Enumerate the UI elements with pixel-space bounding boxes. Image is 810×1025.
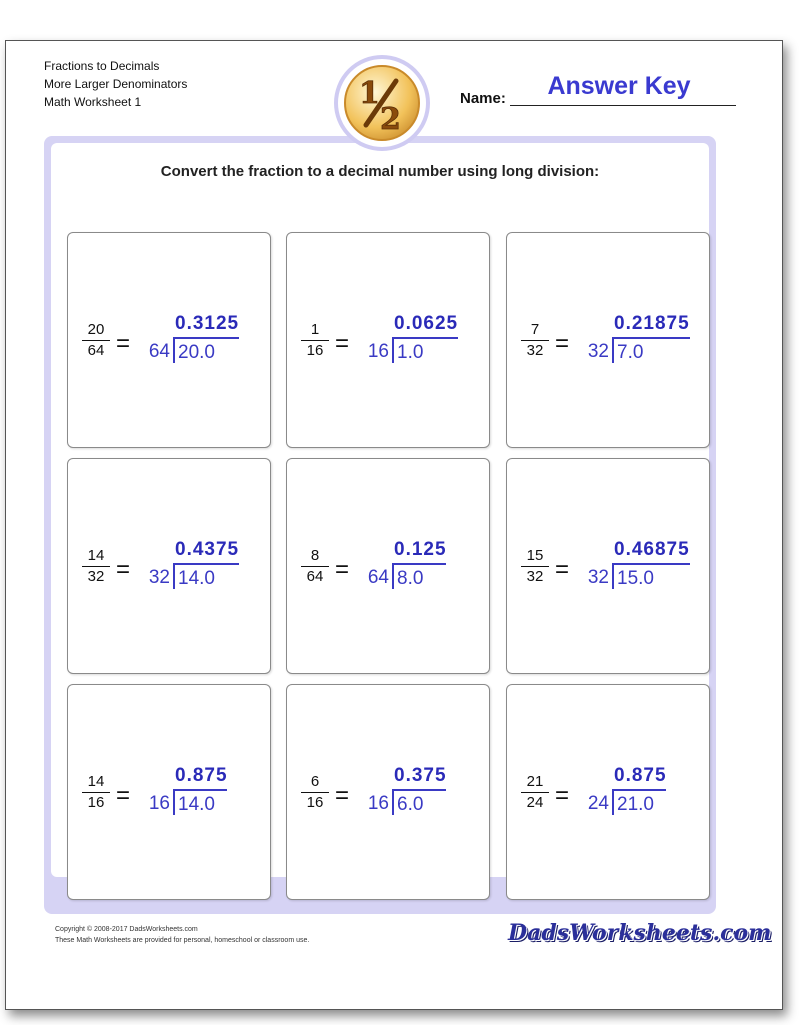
divisor: 64 bbox=[367, 567, 389, 588]
numerator: 14 bbox=[87, 547, 105, 564]
dividend: 7.0 bbox=[612, 337, 690, 363]
denominator: 64 bbox=[306, 568, 324, 585]
fraction-bar bbox=[521, 340, 549, 341]
usage-note: These Math Worksheets are provided for personal, homeschool or classroom use. bbox=[55, 937, 310, 944]
one-half-icon bbox=[334, 55, 430, 151]
quotient: 0.4375 bbox=[175, 539, 240, 560]
dividend: 6.0 bbox=[392, 789, 446, 815]
divisor: 32 bbox=[587, 341, 609, 362]
fraction bbox=[82, 547, 110, 586]
denominator: 32 bbox=[526, 568, 544, 585]
title-line-1: Fractions to Decimals bbox=[44, 59, 160, 73]
divisor: 16 bbox=[367, 793, 389, 814]
dadsworksheets-logo: DadsWorksheets.com bbox=[508, 920, 772, 946]
quotient: 0.46875 bbox=[614, 539, 690, 560]
numerator: 6 bbox=[310, 773, 320, 790]
equals-sign: = bbox=[116, 556, 131, 583]
fraction-bar bbox=[521, 566, 549, 567]
divisor: 64 bbox=[148, 341, 170, 362]
fraction-bar bbox=[301, 792, 329, 793]
fraction bbox=[521, 547, 549, 586]
answer-key-text: Answer Key bbox=[547, 72, 691, 100]
dividend: 8.0 bbox=[392, 563, 446, 589]
problem-card bbox=[506, 684, 710, 900]
equals-sign: = bbox=[335, 556, 350, 583]
fraction bbox=[82, 773, 110, 812]
problem-card bbox=[67, 458, 271, 674]
equals-sign: = bbox=[116, 782, 131, 809]
dividend: 14.0 bbox=[173, 563, 239, 589]
divisor: 24 bbox=[587, 793, 609, 814]
fraction bbox=[301, 547, 329, 586]
denominator: 32 bbox=[526, 342, 544, 359]
title-line-3: Math Worksheet 1 bbox=[44, 95, 142, 109]
svg-text:2: 2 bbox=[380, 102, 401, 137]
dividend: 14.0 bbox=[173, 789, 227, 815]
footer-text bbox=[55, 924, 309, 946]
numerator: 8 bbox=[310, 547, 320, 564]
dividend: 15.0 bbox=[612, 563, 690, 589]
dividend: 20.0 bbox=[173, 337, 239, 363]
denominator: 32 bbox=[87, 568, 105, 585]
fraction bbox=[301, 773, 329, 812]
fraction bbox=[521, 773, 549, 812]
fraction-bar bbox=[82, 566, 110, 567]
name-line bbox=[510, 105, 736, 106]
fraction-bar bbox=[301, 340, 329, 341]
equals-sign: = bbox=[555, 556, 570, 583]
quotient: 0.375 bbox=[394, 765, 447, 786]
fraction-bar bbox=[301, 566, 329, 567]
quotient: 0.3125 bbox=[175, 313, 240, 334]
quotient: 0.21875 bbox=[614, 313, 690, 334]
denominator: 16 bbox=[306, 342, 324, 359]
numerator: 15 bbox=[526, 547, 544, 564]
quotient: 0.875 bbox=[614, 765, 667, 786]
fraction-bar bbox=[82, 792, 110, 793]
problem-card bbox=[67, 232, 271, 448]
numerator: 20 bbox=[87, 321, 105, 338]
denominator: 24 bbox=[526, 794, 544, 811]
problem-card bbox=[506, 458, 710, 674]
dividend: 1.0 bbox=[392, 337, 458, 363]
equals-sign: = bbox=[335, 782, 350, 809]
problem-card bbox=[286, 458, 490, 674]
denominator: 64 bbox=[87, 342, 105, 359]
name-label: Name: bbox=[460, 90, 506, 107]
equals-sign: = bbox=[335, 330, 350, 357]
problem-card bbox=[286, 232, 490, 448]
numerator: 7 bbox=[530, 321, 540, 338]
title-line-2: More Larger Denominators bbox=[44, 77, 188, 91]
divisor: 32 bbox=[148, 567, 170, 588]
problem-card bbox=[286, 684, 490, 900]
denominator: 16 bbox=[306, 794, 324, 811]
fraction bbox=[301, 321, 329, 360]
quotient: 0.0625 bbox=[394, 313, 459, 334]
equals-sign: = bbox=[116, 330, 131, 357]
denominator: 16 bbox=[87, 794, 105, 811]
divisor: 16 bbox=[367, 341, 389, 362]
fraction-bar bbox=[82, 340, 110, 341]
divisor: 16 bbox=[148, 793, 170, 814]
svg-text:1: 1 bbox=[359, 76, 380, 111]
problem-card bbox=[67, 684, 271, 900]
copyright: Copyright © 2008-2017 DadsWorksheets.com bbox=[55, 926, 198, 933]
instructions: Convert the fraction to a decimal number using long division: bbox=[160, 163, 600, 180]
equals-sign: = bbox=[555, 782, 570, 809]
problem-card bbox=[506, 232, 710, 448]
fraction-bar bbox=[521, 792, 549, 793]
fraction bbox=[521, 321, 549, 360]
numerator: 21 bbox=[526, 773, 544, 790]
numerator: 1 bbox=[310, 321, 320, 338]
quotient: 0.125 bbox=[394, 539, 447, 560]
fraction bbox=[82, 321, 110, 360]
numerator: 14 bbox=[87, 773, 105, 790]
divisor: 32 bbox=[587, 567, 609, 588]
equals-sign: = bbox=[555, 330, 570, 357]
dividend: 21.0 bbox=[612, 789, 666, 815]
quotient: 0.875 bbox=[175, 765, 228, 786]
worksheet-title bbox=[44, 57, 187, 111]
logo-medallion bbox=[344, 65, 420, 141]
